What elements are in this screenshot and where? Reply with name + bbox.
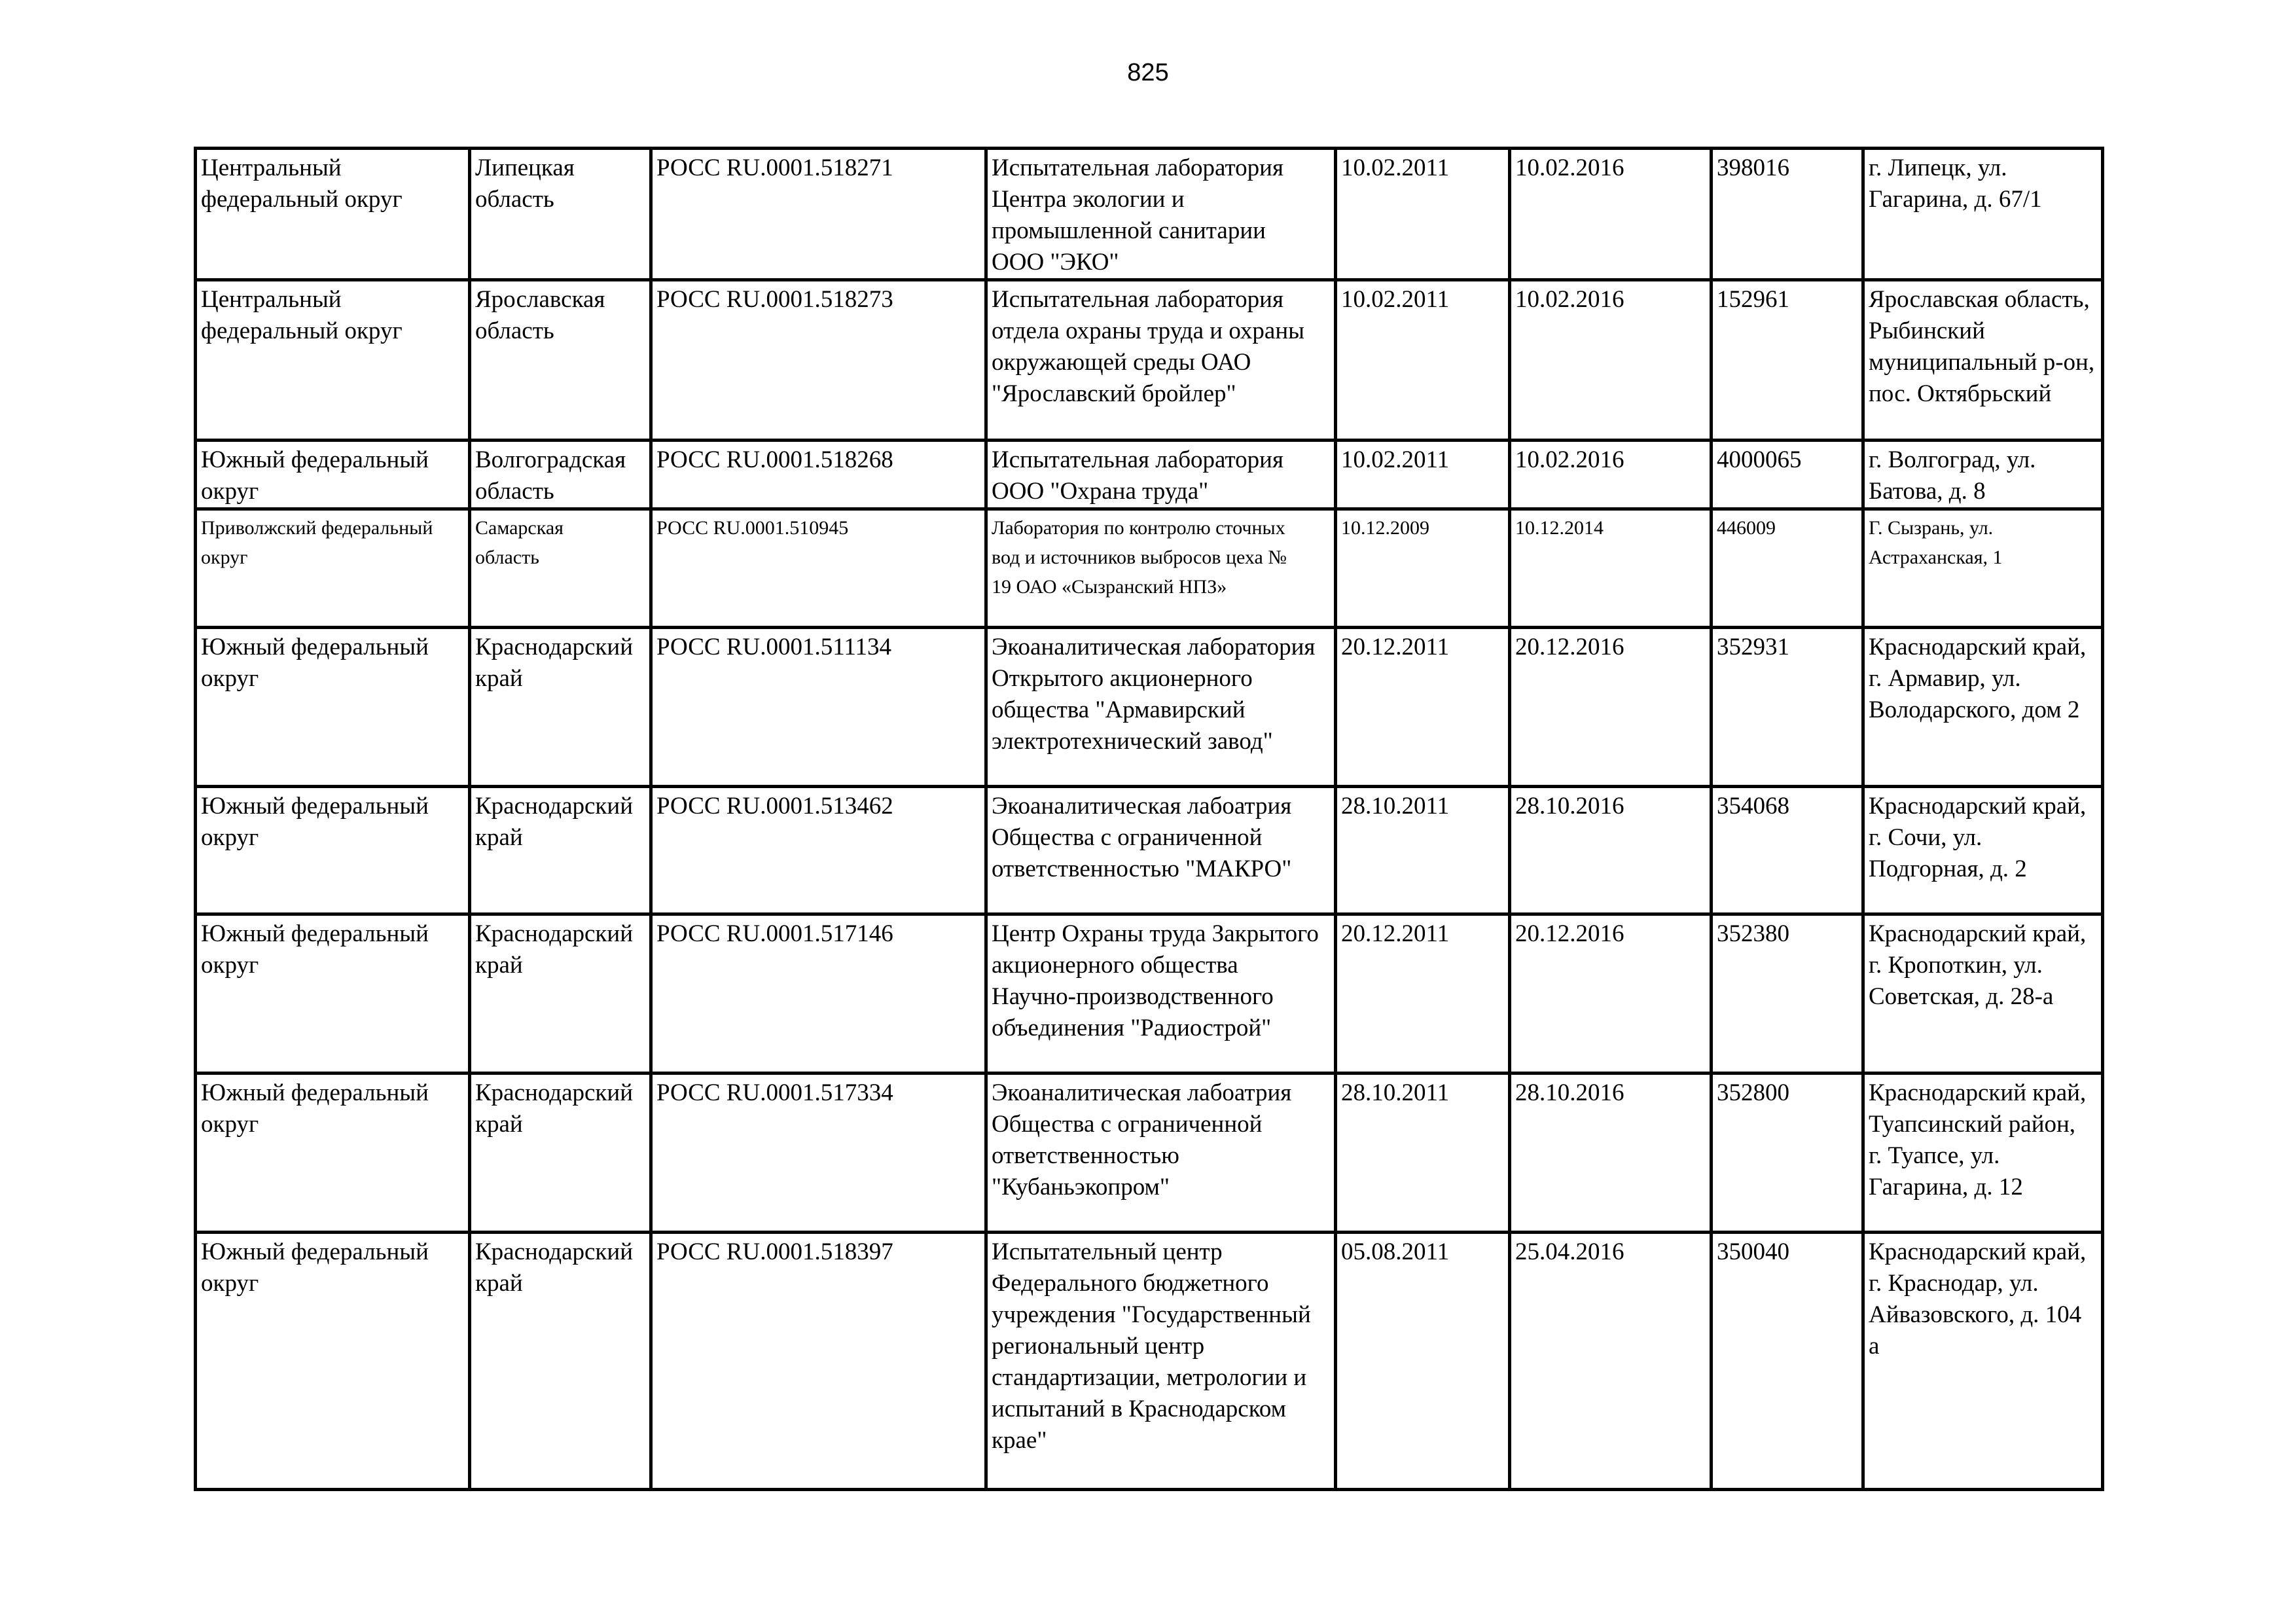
address-cell: Краснодарский край, г. Кропоткин, ул. Советская, д. 28-а	[1863, 914, 2103, 1074]
region-cell: Самарская область	[470, 509, 651, 628]
region-cell: Липецкая область	[470, 149, 651, 280]
district-cell: Южный федеральный округ	[196, 914, 470, 1074]
laboratory-cell: Испытательная лаборатория Центра экологии и промышленной санитарии ООО "ЭКО"	[986, 149, 1336, 280]
date-valid-cell: 28.10.2016	[1510, 787, 1712, 914]
postal-code-cell: 4000065	[1712, 441, 1863, 509]
address-cell: Ярославская область, Рыбинский муниципальный р-он, пос. Октябрьский	[1863, 280, 2103, 441]
address-cell: Краснодарский край, г. Краснодар, ул. Айвазовского, д. 104 а	[1863, 1233, 2103, 1490]
date-valid-cell: 20.12.2016	[1510, 914, 1712, 1074]
date-valid-cell: 10.12.2014	[1510, 509, 1712, 628]
date-issued-cell: 28.10.2011	[1336, 1074, 1510, 1233]
postal-code-cell: 352380	[1712, 914, 1863, 1074]
address-cell: г. Липецк, ул. Гагарина, д. 67/1	[1863, 149, 2103, 280]
date-issued-cell: 10.02.2011	[1336, 280, 1510, 441]
date-issued-cell: 28.10.2011	[1336, 787, 1510, 914]
certificate-cell: РОСС RU.0001.518271	[651, 149, 986, 280]
date-valid-cell: 20.12.2016	[1510, 628, 1712, 787]
date-valid-cell: 10.02.2016	[1510, 149, 1712, 280]
certificate-cell: РОСС RU.0001.511134	[651, 628, 986, 787]
region-cell: Волгоградская область	[470, 441, 651, 509]
date-valid-cell: 10.02.2016	[1510, 280, 1712, 441]
date-valid-cell: 10.02.2016	[1510, 441, 1712, 509]
region-cell: Краснодарский край	[470, 1233, 651, 1490]
table-row	[196, 149, 2103, 280]
date-valid-cell: 28.10.2016	[1510, 1074, 1712, 1233]
address-cell: Краснодарский край, г. Сочи, ул. Подгорная, д. 2	[1863, 787, 2103, 914]
certificate-cell: РОСС RU.0001.518268	[651, 441, 986, 509]
table-row	[196, 1233, 2103, 1490]
district-cell: Южный федеральный округ	[196, 787, 470, 914]
table-row	[196, 787, 2103, 914]
postal-code-cell: 152961	[1712, 280, 1863, 441]
laboratory-cell: Испытательная лаборатория отдела охраны труда и охраны окружающей среды ОАО "Ярославский бройлер"	[986, 280, 1336, 441]
laboratory-cell: Экоаналитическая лабоатрия Общества с ограниченной ответственностью "МАКРО"	[986, 787, 1336, 914]
district-cell: Южный федеральный округ	[196, 441, 470, 509]
postal-code-cell: 446009	[1712, 509, 1863, 628]
certificate-cell: РОСС RU.0001.517146	[651, 914, 986, 1074]
table-row	[196, 1074, 2103, 1233]
district-cell: Приволжский федеральный округ	[196, 509, 470, 628]
laboratory-registry-table	[194, 147, 2104, 1491]
address-cell: Г. Сызрань, ул. Астраханская, 1	[1863, 509, 2103, 628]
certificate-cell: РОСС RU.0001.518397	[651, 1233, 986, 1490]
table-row	[196, 914, 2103, 1074]
region-cell: Краснодарский край	[470, 1074, 651, 1233]
laboratory-cell: Экоаналитическая лаборатория Открытого акционерного общества "Армавирский электротехнический завод"	[986, 628, 1336, 787]
district-cell: Центральный федеральный округ	[196, 280, 470, 441]
page-number: 825	[1127, 59, 1169, 86]
region-cell: Краснодарский край	[470, 628, 651, 787]
region-cell: Краснодарский край	[470, 914, 651, 1074]
district-cell: Южный федеральный округ	[196, 628, 470, 787]
date-issued-cell: 10.12.2009	[1336, 509, 1510, 628]
district-cell: Южный федеральный округ	[196, 1074, 470, 1233]
laboratory-cell: Испытательный центр Федерального бюджетного учреждения "Государственный региональный центр стандартизации, метрологии и испытаний в Краснодарском крае"	[986, 1233, 1336, 1490]
postal-code-cell: 352931	[1712, 628, 1863, 787]
laboratory-cell: Центр Охраны труда Закрытого акционерного общества Научно-производственного объединения "Радиострой"	[986, 914, 1336, 1074]
certificate-cell: РОСС RU.0001.513462	[651, 787, 986, 914]
laboratory-cell: Экоаналитическая лабоатрия Общества с ограниченной ответственностью "Кубаньэкопром"	[986, 1074, 1336, 1233]
postal-code-cell: 398016	[1712, 149, 1863, 280]
date-valid-cell: 25.04.2016	[1510, 1233, 1712, 1490]
address-cell: г. Волгоград, ул. Батова, д. 8	[1863, 441, 2103, 509]
postal-code-cell: 354068	[1712, 787, 1863, 914]
date-issued-cell: 10.02.2011	[1336, 441, 1510, 509]
postal-code-cell: 352800	[1712, 1074, 1863, 1233]
table-row	[196, 280, 2103, 441]
date-issued-cell: 10.02.2011	[1336, 149, 1510, 280]
certificate-cell: РОСС RU.0001.510945	[651, 509, 986, 628]
laboratory-cell: Испытательная лаборатория ООО "Охрана труда"	[986, 441, 1336, 509]
table-row	[196, 441, 2103, 509]
region-cell: Краснодарский край	[470, 787, 651, 914]
table-row	[196, 628, 2103, 787]
table-row	[196, 509, 2103, 628]
date-issued-cell: 05.08.2011	[1336, 1233, 1510, 1490]
address-cell: Краснодарский край, г. Армавир, ул. Володарского, дом 2	[1863, 628, 2103, 787]
postal-code-cell: 350040	[1712, 1233, 1863, 1490]
date-issued-cell: 20.12.2011	[1336, 914, 1510, 1074]
certificate-cell: РОСС RU.0001.518273	[651, 280, 986, 441]
district-cell: Центральный федеральный округ	[196, 149, 470, 280]
date-issued-cell: 20.12.2011	[1336, 628, 1510, 787]
address-cell: Краснодарский край, Туапсинский район, г. Туапсе, ул. Гагарина, д. 12	[1863, 1074, 2103, 1233]
certificate-cell: РОСС RU.0001.517334	[651, 1074, 986, 1233]
laboratory-cell: Лаборатория по контролю сточных вод и источников выбросов цеха № 19 ОАО «Сызранский НПЗ»	[986, 509, 1336, 628]
region-cell: Ярославская область	[470, 280, 651, 441]
district-cell: Южный федеральный округ	[196, 1233, 470, 1490]
